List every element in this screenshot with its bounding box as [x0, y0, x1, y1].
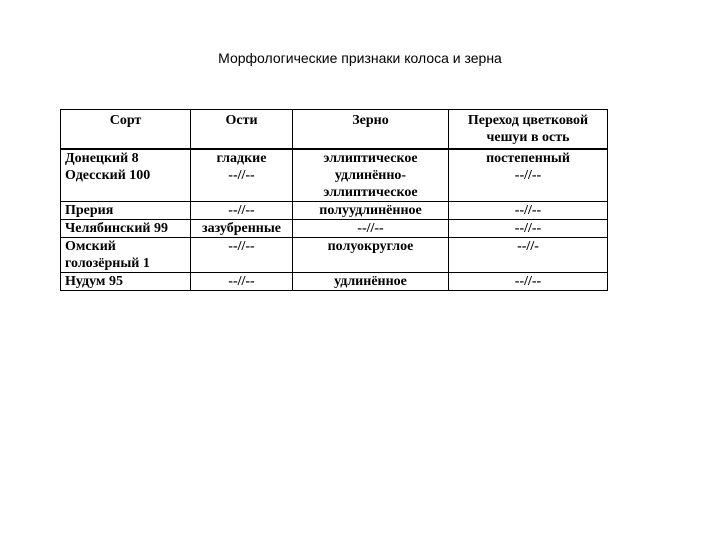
cell-transition	[449, 238, 608, 273]
morphology-table-container	[60, 109, 607, 291]
table-row	[61, 273, 608, 291]
table-row	[61, 149, 608, 167]
cell-transition	[449, 167, 608, 202]
table-body	[61, 149, 608, 291]
cell-transition-text: --//--	[514, 221, 542, 236]
cell-grain-text: полуокруглое	[327, 239, 414, 254]
cell-grain	[293, 202, 449, 220]
cell-transition-text: --//--	[514, 274, 542, 289]
cell-variety-text: Нудум 95	[65, 274, 123, 289]
table-header-row	[61, 110, 608, 150]
cell-transition-text: постепенный	[486, 151, 570, 166]
header-variety: Сорт	[61, 110, 191, 150]
cell-variety-text: Челябинский 99	[65, 221, 168, 236]
cell-transition-text: --//-	[517, 239, 539, 254]
cell-variety	[61, 149, 191, 167]
cell-variety	[61, 238, 191, 273]
cell-grain-text: удлинённое	[334, 274, 407, 289]
cell-grain-text: удлинённо-	[334, 168, 407, 183]
cell-variety-text: Омский	[65, 239, 116, 254]
cell-grain	[293, 220, 449, 238]
cell-transition	[449, 273, 608, 291]
cell-awns-text: --//--	[228, 203, 255, 218]
cell-grain-text: --//--	[357, 221, 384, 236]
header-transition	[449, 110, 608, 150]
cell-grain	[293, 238, 449, 273]
cell-awns	[191, 149, 293, 167]
table-row	[61, 220, 608, 238]
cell-transition	[449, 220, 608, 238]
cell-transition-text: --//--	[514, 203, 542, 218]
table-row	[61, 202, 608, 220]
cell-transition	[449, 149, 608, 167]
header-grain: Зерно	[293, 110, 449, 150]
cell-variety-text: Одесский 100	[65, 168, 151, 183]
cell-awns	[191, 238, 293, 273]
cell-grain	[293, 273, 449, 291]
cell-awns-text: зазубренные	[201, 221, 282, 236]
cell-grain	[293, 149, 449, 167]
cell-awns-text: гладкие	[216, 151, 267, 166]
morphology-table	[60, 109, 608, 291]
cell-grain-text: эллиптическое	[323, 185, 418, 200]
cell-transition	[449, 202, 608, 220]
header-transition-line1: Переход цветковой	[467, 113, 589, 128]
table-row	[61, 167, 608, 202]
cell-awns-text: --//--	[228, 274, 255, 289]
cell-transition-text: --//--	[514, 168, 542, 183]
header-transition-line2: чешуи в ость	[486, 130, 570, 145]
cell-awns-text: --//--	[228, 239, 255, 254]
cell-awns-text: --//--	[228, 168, 255, 183]
page-title: Морфологические признаки колоса и зерна	[218, 50, 502, 66]
cell-variety	[61, 167, 191, 202]
header-awns: Ости	[191, 110, 293, 150]
cell-variety-text: голозёрный 1	[65, 256, 150, 271]
cell-grain-text: эллиптическое	[323, 151, 418, 166]
cell-variety-text: Донецкий 8	[65, 151, 139, 166]
cell-awns	[191, 273, 293, 291]
table-row	[61, 238, 608, 273]
cell-variety-text: Прерия	[65, 203, 114, 218]
cell-variety	[61, 202, 191, 220]
cell-variety	[61, 220, 191, 238]
cell-grain	[293, 167, 449, 202]
cell-grain-text: полуудлинённое	[319, 203, 422, 218]
cell-awns	[191, 220, 293, 238]
cell-awns	[191, 202, 293, 220]
cell-variety	[61, 273, 191, 291]
cell-awns	[191, 167, 293, 202]
